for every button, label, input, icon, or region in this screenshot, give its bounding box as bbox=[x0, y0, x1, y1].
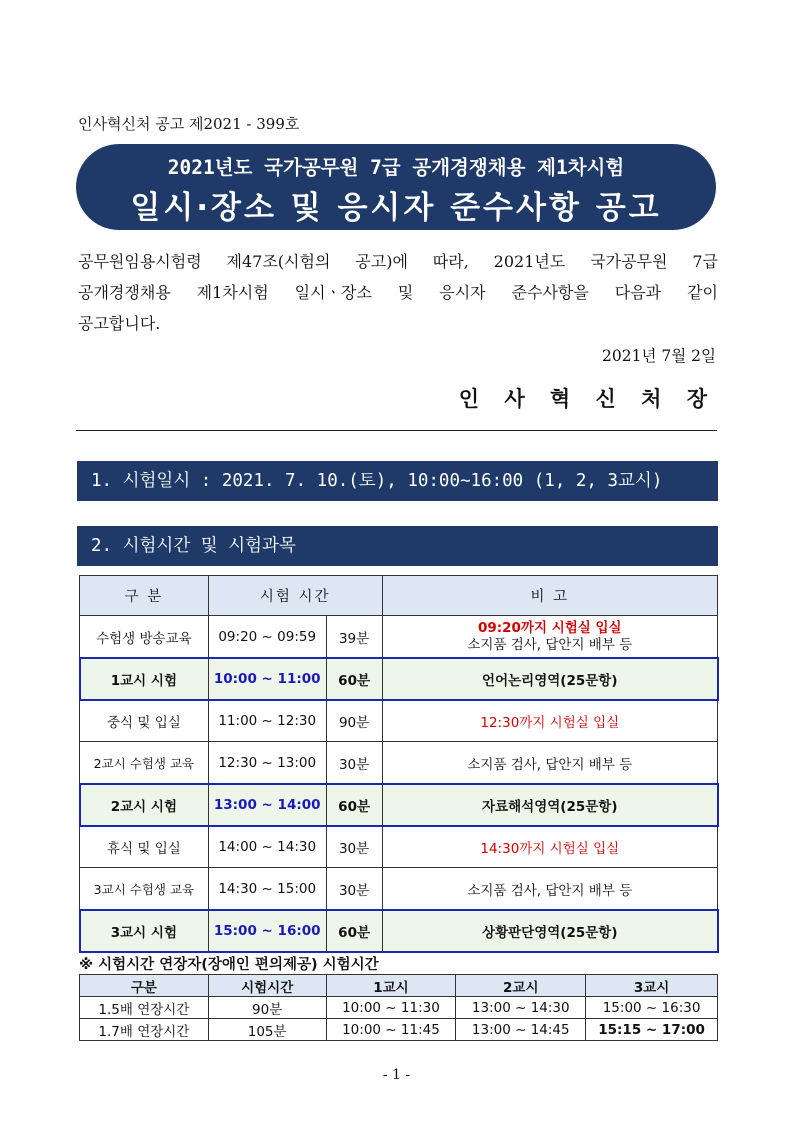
row-time: 09:20 ~ 09:59 bbox=[208, 616, 326, 658]
title-line2: 일시·장소 및 응시자 준수사항 공고 bbox=[130, 190, 662, 226]
table-row bbox=[80, 658, 718, 700]
ext-header: 1교시 bbox=[326, 975, 456, 997]
row-note: 자료해석영역(25문항) bbox=[382, 784, 717, 826]
signature: 인 사 혁 신 처 장 bbox=[458, 387, 716, 411]
table-row bbox=[80, 1019, 718, 1041]
extension-table bbox=[79, 974, 718, 1041]
row-duration: 60분 bbox=[326, 910, 382, 952]
notice-date: 2021년 7월 2일 bbox=[602, 347, 716, 365]
table-row bbox=[80, 700, 718, 742]
row-duration: 90분 bbox=[326, 700, 382, 742]
header-time: 시험 시간 bbox=[208, 576, 382, 616]
row-category: 중식 및 입실 bbox=[80, 700, 209, 742]
row-time: 12:30 ~ 13:00 bbox=[208, 742, 326, 784]
section2-heading: 2. 시험시간 및 시험과목 bbox=[77, 526, 718, 566]
table-row bbox=[80, 616, 718, 658]
row-time: 15:00 ~ 16:00 bbox=[208, 910, 326, 952]
header-category: 구 분 bbox=[80, 576, 209, 616]
ext-cell: 1.5배 연장시간 bbox=[80, 997, 209, 1019]
row-note: 소지품 검사, 답안지 배부 등 bbox=[382, 742, 717, 784]
row-duration: 30분 bbox=[326, 826, 382, 868]
intro-line2: 공개경쟁채용 제1차시험 일시ㆍ장소 및 응시자 준수사항을 다음과 같이 bbox=[78, 283, 718, 302]
ext-cell: 13:00 ~ 14:45 bbox=[456, 1019, 586, 1041]
notice-number: 인사혁신처 공고 제2021 - 399호 bbox=[78, 115, 300, 133]
row-category: 2교시 수험생 교육 bbox=[80, 742, 209, 784]
ext-cell: 10:00 ~ 11:45 bbox=[326, 1019, 456, 1041]
table-row bbox=[80, 910, 718, 952]
intro-line3: 공고합니다. bbox=[78, 314, 161, 333]
intro-line1: 공무원임용시험령 제47조(시험의 공고)에 따라, 2021년도 국가공무원 7급 bbox=[78, 252, 718, 271]
row-time: 14:00 ~ 14:30 bbox=[208, 826, 326, 868]
intro-paragraph bbox=[78, 246, 718, 339]
table-row bbox=[80, 997, 718, 1019]
table-row bbox=[80, 784, 718, 826]
row-time: 14:30 ~ 15:00 bbox=[208, 868, 326, 910]
title-line1: 2021년도 국가공무원 7급 공개경쟁채용 제1차시험 bbox=[167, 156, 625, 179]
row-duration: 60분 bbox=[326, 784, 382, 826]
row-time: 10:00 ~ 11:00 bbox=[208, 658, 326, 700]
ext-cell: 15:00 ~ 16:30 bbox=[586, 997, 718, 1019]
ext-header: 구분 bbox=[80, 975, 209, 997]
row-duration: 30분 bbox=[326, 742, 382, 784]
ext-cell: 1.7배 연장시간 bbox=[80, 1019, 209, 1041]
extension-header-row bbox=[80, 975, 718, 997]
header-note: 비 고 bbox=[382, 576, 717, 616]
row-time: 11:00 ~ 12:30 bbox=[208, 700, 326, 742]
ext-header: 2교시 bbox=[456, 975, 586, 997]
row-note-text: 소지품 검사, 답안지 배부 등 bbox=[467, 636, 633, 653]
schedule-table bbox=[79, 575, 718, 952]
table-row bbox=[80, 868, 718, 910]
ext-header: 3교시 bbox=[586, 975, 718, 997]
row-duration: 60분 bbox=[326, 658, 382, 700]
row-note: 상황판단영역(25문항) bbox=[382, 910, 717, 952]
extension-title: ※ 시험시간 연장자(장애인 편의제공) 시험시간 bbox=[79, 957, 379, 973]
row-note bbox=[382, 616, 717, 658]
row-note: 14:30까지 시험실 입실 bbox=[382, 826, 717, 868]
row-category: 2교시 시험 bbox=[80, 784, 209, 826]
ext-cell: 90분 bbox=[208, 997, 326, 1019]
row-category: 3교시 수험생 교육 bbox=[80, 868, 209, 910]
table-row bbox=[80, 826, 718, 868]
section1-heading: 1. 시험일시 : 2021. 7. 10.(토), 10:00∼16:00 (1, 2, 3교시) bbox=[77, 461, 718, 501]
schedule-header-row bbox=[80, 576, 718, 616]
row-category: 수험생 방송교육 bbox=[80, 616, 209, 658]
row-duration: 30분 bbox=[326, 868, 382, 910]
row-duration: 39분 bbox=[326, 616, 382, 658]
row-note: 언어논리영역(25문항) bbox=[382, 658, 717, 700]
row-time: 13:00 ~ 14:00 bbox=[208, 784, 326, 826]
row-category: 3교시 시험 bbox=[80, 910, 209, 952]
ext-cell: 10:00 ~ 11:30 bbox=[326, 997, 456, 1019]
ext-header: 시험시간 bbox=[208, 975, 326, 997]
title-banner bbox=[76, 144, 716, 230]
row-note: 소지품 검사, 답안지 배부 등 bbox=[382, 868, 717, 910]
table-row bbox=[80, 742, 718, 784]
row-category: 휴식 및 입실 bbox=[80, 826, 209, 868]
ext-cell: 13:00 ~ 14:30 bbox=[456, 997, 586, 1019]
ext-cell: 15:15 ~ 17:00 bbox=[586, 1019, 718, 1041]
row-note: 12:30까지 시험실 입실 bbox=[382, 700, 717, 742]
divider bbox=[76, 430, 717, 431]
row-category: 1교시 시험 bbox=[80, 658, 209, 700]
row-note-red: 09:20까지 시험실 입실 bbox=[477, 619, 622, 636]
page-number: - 1 - bbox=[382, 1067, 411, 1083]
ext-cell: 105분 bbox=[208, 1019, 326, 1041]
